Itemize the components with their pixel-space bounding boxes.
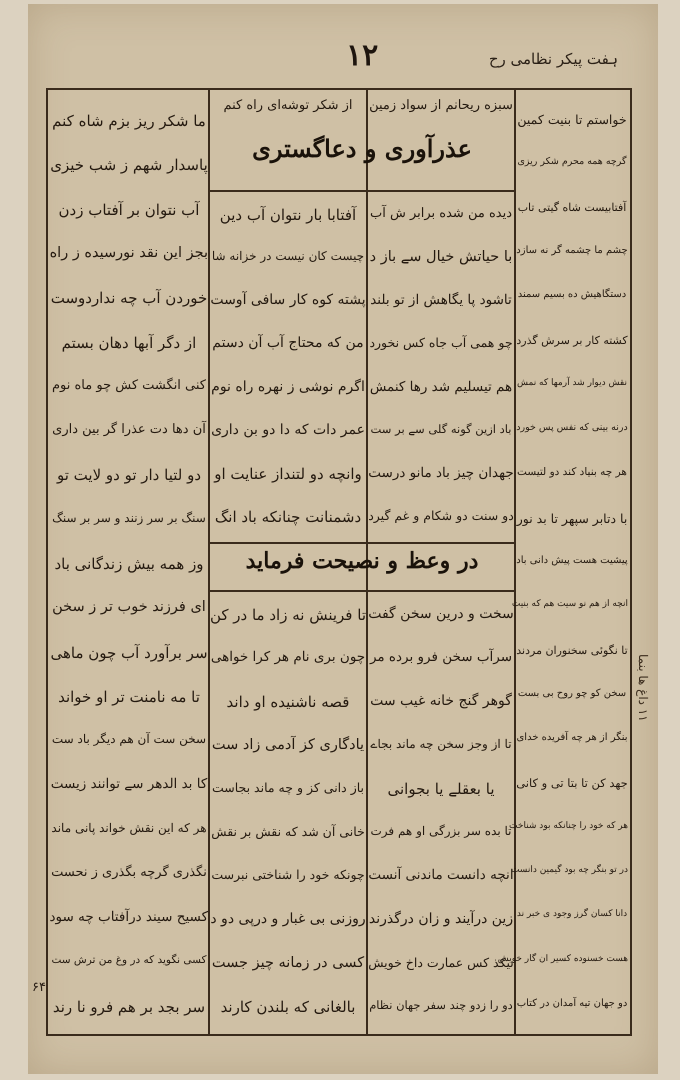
verse-line: زین درآیند و زان درگذرند — [368, 911, 514, 927]
verse-line: قصه ناشنیده او داند — [226, 693, 350, 711]
verse-line: تاشود پا یگاهش از تو بلند — [370, 292, 512, 309]
verse-line: دو را زدو چند سفر جهان نظام — [369, 998, 513, 1013]
verse-line: تا بده سر بزرگی او هم فرت — [370, 823, 512, 838]
page — [28, 4, 658, 1074]
verse-line: انچه از هم نو سیت هم که بنیت — [511, 599, 628, 610]
verse-line: یادگاری کز آدمی زاد ست — [211, 736, 365, 753]
verse-line: سخن کو چو روح بی بست — [517, 687, 627, 699]
verse-line: تا از وجز سخن چه ماند بجاے — [370, 736, 512, 751]
verse-line: تا مه نامنت تر او خواند — [58, 687, 200, 706]
verse-line: بنگر از هر چه آفریده خدای — [516, 732, 628, 744]
verse-line: کشته کار بر سرش گذرد — [516, 333, 628, 347]
verse-line: آفتابا بار نتوان آب دین — [219, 205, 357, 224]
verse-line: یا بعقلے یا بجوانی — [387, 780, 495, 799]
verse-line: خوردن آب چه نداردوست — [50, 289, 208, 308]
verse-line: گرچه همه محرم شکر ریزی — [517, 156, 627, 168]
text-frame — [46, 88, 632, 1036]
verse-line: چون بری نام هر کرا خواهی — [210, 649, 366, 666]
margin-note: ۱۱ داغ ها بنما — [636, 654, 650, 722]
verse-line: در تو بنگر چه بود گیمین دانست — [510, 865, 628, 875]
verse-line: جهد کن تا بتا تی و کانی — [516, 776, 628, 791]
page-number: ۱۲ — [346, 38, 379, 73]
verse-line: جهدان چیز باد مانو درست — [368, 465, 514, 482]
verse-line: هر که این نقش خواند پانی ماند — [51, 820, 207, 835]
section-heading: در وعظ و نصیحت فرماید — [245, 548, 479, 574]
verse-line: از دگر آبها دهان بستم — [61, 333, 197, 352]
verse-line: چونکه خود را شناختی نبرست — [211, 867, 365, 883]
verse-line: سخت و درین سخن گفت — [368, 605, 514, 622]
verse-line: سرآب سخن فرو برده مر — [369, 649, 513, 666]
verse-line: پاسدار شهم ز شب خیزی — [50, 156, 208, 175]
verse-line: دستگاهیش ده بسیم سمند — [517, 289, 627, 301]
verse-line: با حیاتش خیال سے باز د — [369, 248, 513, 265]
verse-line: تا فرینش نه زاد ما در کن — [209, 605, 366, 624]
verse-line: خانی آن شد که نقش بر نقش — [211, 823, 365, 839]
verse-line: کنی انگشت کش چو ماه نوم — [51, 377, 206, 393]
heading-rule — [208, 542, 514, 544]
verse-line: وانچه دو لتنداز عنایت او — [214, 465, 362, 484]
verse-line: چو همی آب جاه کس نخورد — [369, 335, 513, 351]
verse-line: باد ازین گونه گلی سے بر ست — [370, 421, 512, 436]
verse-line: بالغانی که بلندن کارند — [220, 998, 356, 1017]
verse-line: باز دانی کز و چه ماند بجاست — [211, 780, 365, 796]
verse-line: سخن ست آن هم دیگر باد ست — [51, 732, 207, 747]
verse-line: کسیح سیند درآفتاب چه سود — [49, 909, 208, 926]
verse-line: نگذری گرچه بگذری ز نحست — [51, 865, 207, 880]
verse-line: دانا کسان گرز وجود ی خبر ند — [516, 909, 628, 920]
top-verse: سبزه ریحانم از سواد زمین — [369, 98, 513, 113]
heading-rule — [208, 590, 514, 592]
verse-line: پیشیت هست پیش دانی باد — [516, 555, 628, 566]
verse-line: دو سنت دو شکام و غم گیرد — [368, 508, 514, 524]
verse-line: آب نتوان بر آفتاب زدن — [58, 200, 200, 219]
verse-line: با دتابر سپهر تا بد نور — [516, 510, 628, 526]
verse-line: ای فرزند خوب تر ز سخن — [52, 599, 206, 616]
verse-line: انچه دانست ماندنی آنست — [368, 867, 514, 884]
verse-line: درنه بینی که نفس پس خورد — [516, 422, 628, 434]
verse-line: خواستم تا بنیت کمین — [517, 112, 627, 128]
verse-line: دو لتیا دار تو دو لایت تو — [56, 466, 202, 485]
verse-line: آفتابیست شاه گیتی تاب — [517, 200, 627, 214]
verse-line: کا بد الدهر سے توانند زیست — [50, 776, 208, 793]
heading-rule — [208, 190, 514, 192]
verse-line: هر چه بنیاد کند دو لتیست — [517, 466, 627, 479]
verse-line: کسی در زمانه چیز جست — [211, 954, 365, 971]
verse-line: چشم ما چشمه گر نه سازد — [516, 245, 628, 256]
book-title: ہفت پیکر نظامی رح — [488, 50, 618, 68]
verse-line: سر بجد بر هم فرو نا رند — [52, 997, 206, 1016]
verse-line: هر که خود را چنانکه بود شناخت — [509, 820, 628, 831]
verse-line: عمر دات که دا دو بن داری — [211, 421, 365, 438]
verse-line: آن دها دت عذرا گر بین داری — [52, 422, 206, 438]
verse-line: روزنی بی غبار و درپی دو د — [210, 911, 366, 927]
verse-line: نیکذ کس عمارت داخ خویش — [368, 954, 514, 970]
verse-line: وز همه بیش زندگانی باد — [54, 555, 204, 573]
verse-line: هم تیسلیم شد رها کنمش — [369, 378, 513, 395]
verse-line: دشمنانت چنانکه باد انگ — [214, 508, 362, 527]
verse-line: هست خسنوده کسیر ان گار خویش — [497, 953, 628, 964]
verse-line: نقش دیوار شد آرمها که نمش — [517, 377, 627, 388]
verse-line: اگرم نوشی ز نهره راه نوم — [211, 378, 365, 395]
folio-mark: ۶۴ — [32, 980, 46, 995]
verse-line: من که محتاج آب آن دستم — [212, 335, 364, 352]
verse-line: ما شکر ریز بزم شاه کنم — [52, 112, 206, 131]
verse-line: کسی نگوید که در وغ من ترش ست — [51, 953, 207, 966]
verse-line: گوهر گنج خانه غیب ست — [370, 693, 512, 709]
verse-line: چیست کان نیست در خزانه شا — [211, 248, 365, 263]
verse-line: دیده من شده برابر ش آب — [369, 205, 512, 221]
verse-line: سنگ بر سر زنند و سر بر سنگ — [52, 510, 206, 525]
verse-line: دو جهان تیه آمدان در کتاب — [516, 997, 628, 1009]
verse-line: سر برآورد آب چون ماهی — [50, 643, 208, 662]
top-verse: از شکر توشه‌ای راه کنم — [223, 98, 353, 113]
section-heading: عذرآوری و دعاگستری — [252, 134, 472, 163]
verse-line: بجز این نقد نورسیده ز راه — [49, 245, 208, 261]
verse-line: پشته کوه کار سافی آوست — [210, 292, 366, 309]
verse-line: تا نگوئی سخنوران مردند — [516, 643, 628, 657]
